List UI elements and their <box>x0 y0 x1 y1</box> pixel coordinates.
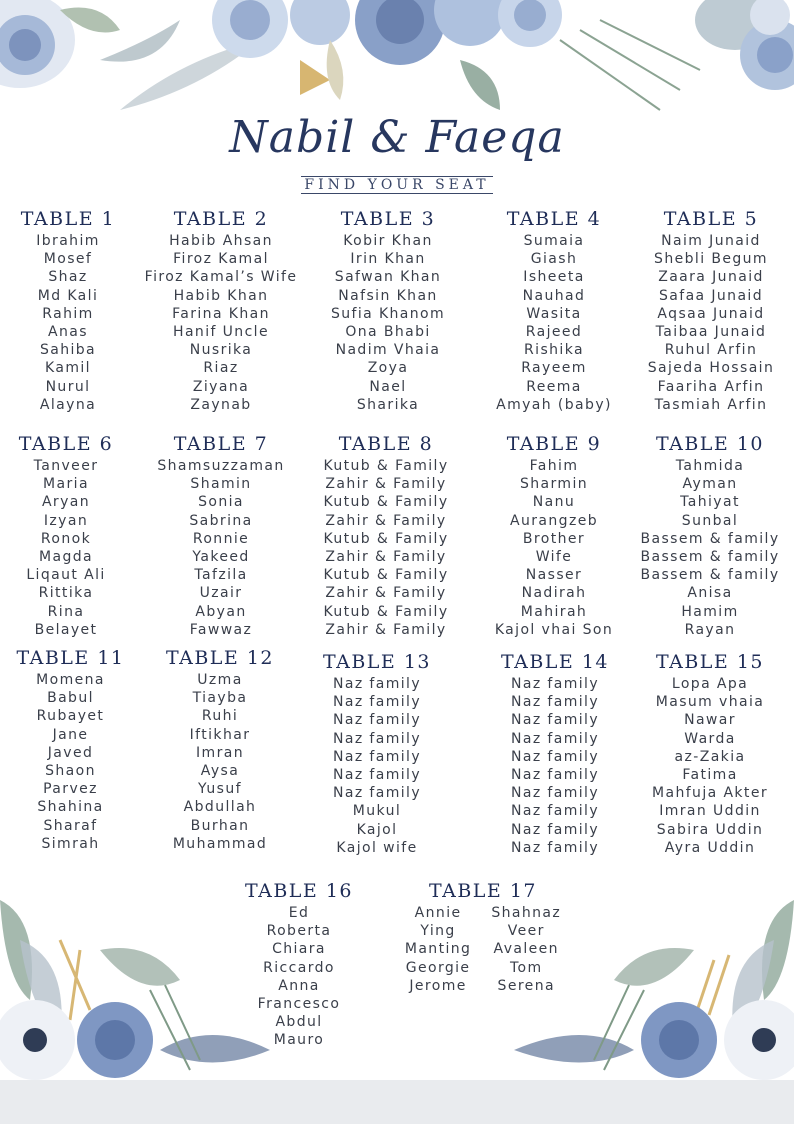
guest-name: Kutub & Family <box>323 567 449 584</box>
guest-name: Fatima <box>682 767 738 784</box>
table-5-block <box>640 206 782 414</box>
guest-list <box>632 457 788 639</box>
table-heading: TABLE 1 <box>20 208 116 230</box>
table-heading: TABLE 15 <box>655 651 765 673</box>
guest-name: Naz family <box>510 785 600 802</box>
guest-name: Riaz <box>203 360 239 377</box>
guest-name: Shebli Begum <box>654 251 768 268</box>
guest-name: Momena <box>36 672 105 688</box>
guest-name: Burhan <box>190 817 250 834</box>
guest-name: Ibrahim <box>36 233 100 249</box>
floral-top-decoration <box>0 0 794 130</box>
guest-name: Ona Bhabi <box>345 324 431 341</box>
guest-list <box>484 457 624 639</box>
guest-name: Zaara Junaid <box>658 269 764 286</box>
guest-name: Nadim Vhaia <box>335 342 441 359</box>
table-heading: TABLE 4 <box>506 208 602 230</box>
guest-name: Sharaf <box>43 817 98 834</box>
guest-name: Naz family <box>510 676 600 692</box>
guest-name: Naz family <box>510 767 600 784</box>
guest-name: Kamil <box>45 360 91 377</box>
guest-name: Nurul <box>45 378 91 395</box>
guest-name: Shahina <box>37 799 104 816</box>
guest-name: Kajol <box>356 821 398 838</box>
guest-name: Zahir & Family <box>325 476 447 493</box>
guest-name: Bassem & family <box>640 530 780 547</box>
guest-name: Parvez <box>43 781 98 798</box>
guest-name: Roberta <box>266 923 332 940</box>
guest-name: Imran <box>196 744 244 761</box>
guest-name: Shaon <box>45 763 96 780</box>
guest-name: Tiayba <box>192 690 248 707</box>
guest-name: Faariha Arfin <box>657 378 765 395</box>
guest-name: Kajol vhai Son <box>494 621 614 638</box>
guest-name: Naz family <box>510 748 600 765</box>
guest-name: Belayet <box>34 621 98 638</box>
guest-name: Muhammad <box>172 835 268 852</box>
guest-name: Mahfuja Akter <box>652 785 768 802</box>
table-3-block <box>318 206 458 414</box>
table-heading: TABLE 10 <box>655 433 765 455</box>
guest-name: Sunbal <box>681 512 739 529</box>
guest-name: Tahmida <box>675 458 745 474</box>
guest-name: Javed <box>47 744 94 761</box>
guest-name: Fawwaz <box>189 621 253 638</box>
guest-name: Bassem & family <box>640 567 780 584</box>
guest-name: Brother <box>522 530 586 547</box>
guest-name: Babul <box>47 690 94 707</box>
guest-name: Nafsin Khan <box>338 287 438 304</box>
guest-name: Giash <box>530 251 578 268</box>
table-7-block <box>146 431 296 639</box>
guest-name: Georgie <box>405 959 471 976</box>
guest-name: Mukul <box>352 803 402 820</box>
table-15-block <box>634 649 786 857</box>
guest-list <box>490 675 620 857</box>
guest-name: Sharika <box>356 396 420 413</box>
guest-name: Ruhul Arfin <box>664 342 758 359</box>
guest-list <box>146 457 296 639</box>
guest-name: Ayra Uddin <box>664 839 756 856</box>
guest-name: Rittika <box>38 585 94 602</box>
guest-name: Kajol wife <box>336 839 418 856</box>
table-8-block <box>311 431 461 639</box>
guest-name: Bassem & family <box>640 549 780 566</box>
guest-list <box>634 675 786 857</box>
guest-name: Warda <box>684 730 736 747</box>
guest-list <box>155 671 285 853</box>
guest-name: Sufia Khanom <box>330 305 446 322</box>
guest-name: Naz family <box>332 676 422 692</box>
guest-list <box>640 232 782 414</box>
guest-name: Sajeda Hossain <box>647 360 775 377</box>
guest-name: Iftikhar <box>189 726 251 743</box>
table-heading: TABLE 17 <box>428 880 538 902</box>
guest-name: Sharmin <box>519 476 589 493</box>
guest-name: Safaa Junaid <box>658 287 764 304</box>
guest-name: Mauro <box>273 1032 325 1049</box>
guest-list <box>8 457 124 639</box>
guest-name: Ed <box>288 905 310 921</box>
guest-name: Naz family <box>332 748 422 765</box>
guest-name: Sumaia <box>523 233 585 249</box>
guest-name: Alayna <box>39 396 97 413</box>
guest-name: Zahir & Family <box>325 585 447 602</box>
table-heading: TABLE 7 <box>173 433 269 455</box>
guest-name: Shamsuzzaman <box>157 458 285 474</box>
guest-name: Nauhad <box>522 287 586 304</box>
guest-name: Masum vhaia <box>655 694 765 711</box>
floral-bottom-left-decoration <box>0 880 300 1080</box>
guest-name: Rina <box>47 603 85 620</box>
guest-name: Wife <box>535 549 573 566</box>
guest-name: Tasmiah Arfin <box>654 396 768 413</box>
guest-name: Md Kali <box>37 287 99 304</box>
guest-name: Aurangzeb <box>510 512 598 529</box>
guest-name: Farina Khan <box>172 305 270 322</box>
guest-name: Uzma <box>197 672 243 688</box>
guest-name: Magda <box>38 549 93 566</box>
guest-name: Yusuf <box>198 781 242 798</box>
bottom-margin-band <box>0 1080 794 1124</box>
floral-bottom-right-decoration <box>494 880 794 1080</box>
guest-name: Zaynab <box>190 396 252 413</box>
guest-name: Mosef <box>43 251 93 268</box>
guest-list <box>318 232 458 414</box>
guest-name: Jerome <box>409 977 467 994</box>
guest-name: Nusrika <box>189 342 253 359</box>
guest-name: Maria <box>43 476 89 493</box>
guest-name: Zahir & Family <box>325 549 447 566</box>
guest-name: Izyan <box>43 512 89 529</box>
guest-name: Shamin <box>190 476 252 493</box>
guest-name: Veer <box>507 923 545 940</box>
guest-name: Avaleen <box>493 941 559 958</box>
guest-name: az-Zakia <box>674 748 746 765</box>
table-1-block <box>8 206 128 414</box>
guest-name: Liqaut Ali <box>26 567 106 584</box>
table-13-block <box>312 649 442 857</box>
guest-name: Naz family <box>510 694 600 711</box>
guest-name: Habib Ahsan <box>169 233 273 249</box>
guest-name: Jane <box>52 726 89 743</box>
guest-list <box>131 232 311 414</box>
guest-name: Francesco <box>257 996 341 1013</box>
guest-name: Tafzila <box>194 567 248 584</box>
guest-name: Rahim <box>42 305 94 322</box>
table-14-block <box>490 649 620 857</box>
guest-name: Uzair <box>199 585 243 602</box>
guest-name: Naim Junaid <box>661 233 761 249</box>
guest-name: Firoz Kamal <box>173 251 269 268</box>
guest-name: Naz family <box>510 803 600 820</box>
guest-name: Ziyana <box>192 378 250 395</box>
guest-name: Amyah (baby) <box>496 396 612 413</box>
guest-list <box>8 232 128 414</box>
guest-name: Sonia <box>198 494 244 511</box>
guest-list-left <box>405 904 471 995</box>
guest-name: Shahnaz <box>491 905 562 921</box>
guest-name: Naz family <box>510 730 600 747</box>
guest-name: Naz family <box>332 767 422 784</box>
guest-name: Hanif Uncle <box>173 324 269 341</box>
guest-name: Wasita <box>526 305 582 322</box>
guest-name: Mahirah <box>520 603 588 620</box>
table-heading: TABLE 6 <box>18 433 114 455</box>
table-4-block <box>484 206 624 414</box>
table-9-block <box>484 431 624 639</box>
table-heading: TABLE 2 <box>173 208 269 230</box>
table-heading: TABLE 9 <box>506 433 602 455</box>
table-heading: TABLE 8 <box>338 433 434 455</box>
guest-name: Safwan Khan <box>334 269 442 286</box>
guest-list <box>311 457 461 639</box>
guest-name: Riccardo <box>263 959 335 976</box>
table-heading: TABLE 5 <box>663 208 759 230</box>
guest-name: Rajeed <box>525 324 583 341</box>
guest-name: Yakeed <box>192 549 250 566</box>
table-11-block <box>8 645 133 853</box>
guest-list <box>8 671 133 853</box>
guest-name: Naz family <box>332 712 422 729</box>
subtitle-text: FIND YOUR SEAT <box>301 176 492 194</box>
guest-name: Irin Khan <box>350 251 426 268</box>
couple-names-title: Nabil & Faeqa <box>229 112 565 163</box>
guest-name: Anna <box>278 977 320 994</box>
guest-list <box>312 675 442 857</box>
guest-name: Ronok <box>40 530 92 547</box>
guest-name: Habib Khan <box>173 287 269 304</box>
guest-name: Kobir Khan <box>343 233 433 249</box>
guest-name: Abdul <box>275 1014 323 1031</box>
guest-name: Naz family <box>510 821 600 838</box>
guest-name: Sabrina <box>189 512 253 529</box>
guest-name: Nanu <box>532 494 576 511</box>
guest-name: Abyan <box>195 603 247 620</box>
guest-name: Rayeem <box>521 360 587 377</box>
guest-name: Ronnie <box>192 530 250 547</box>
guest-name: Tahiyat <box>680 494 740 511</box>
table-12-block <box>155 645 285 853</box>
guest-name: Naz family <box>332 694 422 711</box>
guest-name: Taibaa Junaid <box>655 324 767 341</box>
guest-name: Aysa <box>200 763 240 780</box>
guest-name: Simrah <box>41 835 100 852</box>
guest-name: Shaz <box>48 269 88 286</box>
guest-name: Rubayet <box>36 708 105 725</box>
table-heading: TABLE 14 <box>500 651 610 673</box>
guest-name: Chiara <box>272 941 326 958</box>
guest-name: Manting <box>404 941 472 958</box>
guest-name: Rayan <box>684 621 736 638</box>
guest-name: Imran Uddin <box>659 803 761 820</box>
guest-name: Ayman <box>682 476 738 493</box>
guest-name: Anisa <box>687 585 733 602</box>
table-6-block <box>8 431 124 639</box>
guest-name: Serena <box>497 977 555 994</box>
find-your-seat-subtitle <box>0 177 794 193</box>
guest-name: Fahim <box>529 458 579 474</box>
guest-name: Lopa Apa <box>671 676 749 692</box>
table-heading: TABLE 3 <box>340 208 436 230</box>
guest-name: Sabira Uddin <box>656 821 764 838</box>
guest-name: Nawar <box>684 712 736 729</box>
guest-name: Anas <box>48 324 88 341</box>
guest-name: Isheeta <box>523 269 585 286</box>
guest-name: Zahir & Family <box>325 512 447 529</box>
guest-name: Tom <box>509 959 543 976</box>
guest-name: Abdullah <box>183 799 257 816</box>
guest-name: Hamim <box>681 603 739 620</box>
guest-name: Zahir & Family <box>325 621 447 638</box>
guest-name: Aryan <box>41 494 91 511</box>
guest-name: Kutub & Family <box>323 530 449 547</box>
guest-name: Reema <box>526 378 582 395</box>
guest-name: Sahiba <box>39 342 97 359</box>
guest-name: Naz family <box>332 730 422 747</box>
guest-name: Zoya <box>367 360 409 377</box>
guest-name: Rishika <box>524 342 584 359</box>
guest-name: Nasser <box>525 567 583 584</box>
guest-name: Kutub & Family <box>323 603 449 620</box>
guest-name: Naz family <box>510 712 600 729</box>
guest-name: Nael <box>369 378 407 395</box>
guest-name: Ruhi <box>201 708 239 725</box>
table-10-block <box>632 431 788 639</box>
table-2-block <box>131 206 311 414</box>
guest-name: Kutub & Family <box>323 494 449 511</box>
guest-name: Naz family <box>332 785 422 802</box>
guest-name: Naz family <box>510 839 600 856</box>
guest-name: Kutub & Family <box>323 458 449 474</box>
guest-name: Annie <box>414 905 462 921</box>
guest-name: Nadirah <box>521 585 587 602</box>
table-heading: TABLE 12 <box>165 647 275 669</box>
table-heading: TABLE 11 <box>16 647 125 669</box>
table-heading: TABLE 13 <box>322 651 432 673</box>
guest-name: Tanveer <box>33 458 99 474</box>
table-heading: TABLE 16 <box>244 880 354 902</box>
guest-name: Aqsaa Junaid <box>657 305 765 322</box>
guest-name: Firoz Kamal’s Wife <box>144 269 298 286</box>
guest-list <box>484 232 624 414</box>
guest-name: Ying <box>420 923 456 940</box>
